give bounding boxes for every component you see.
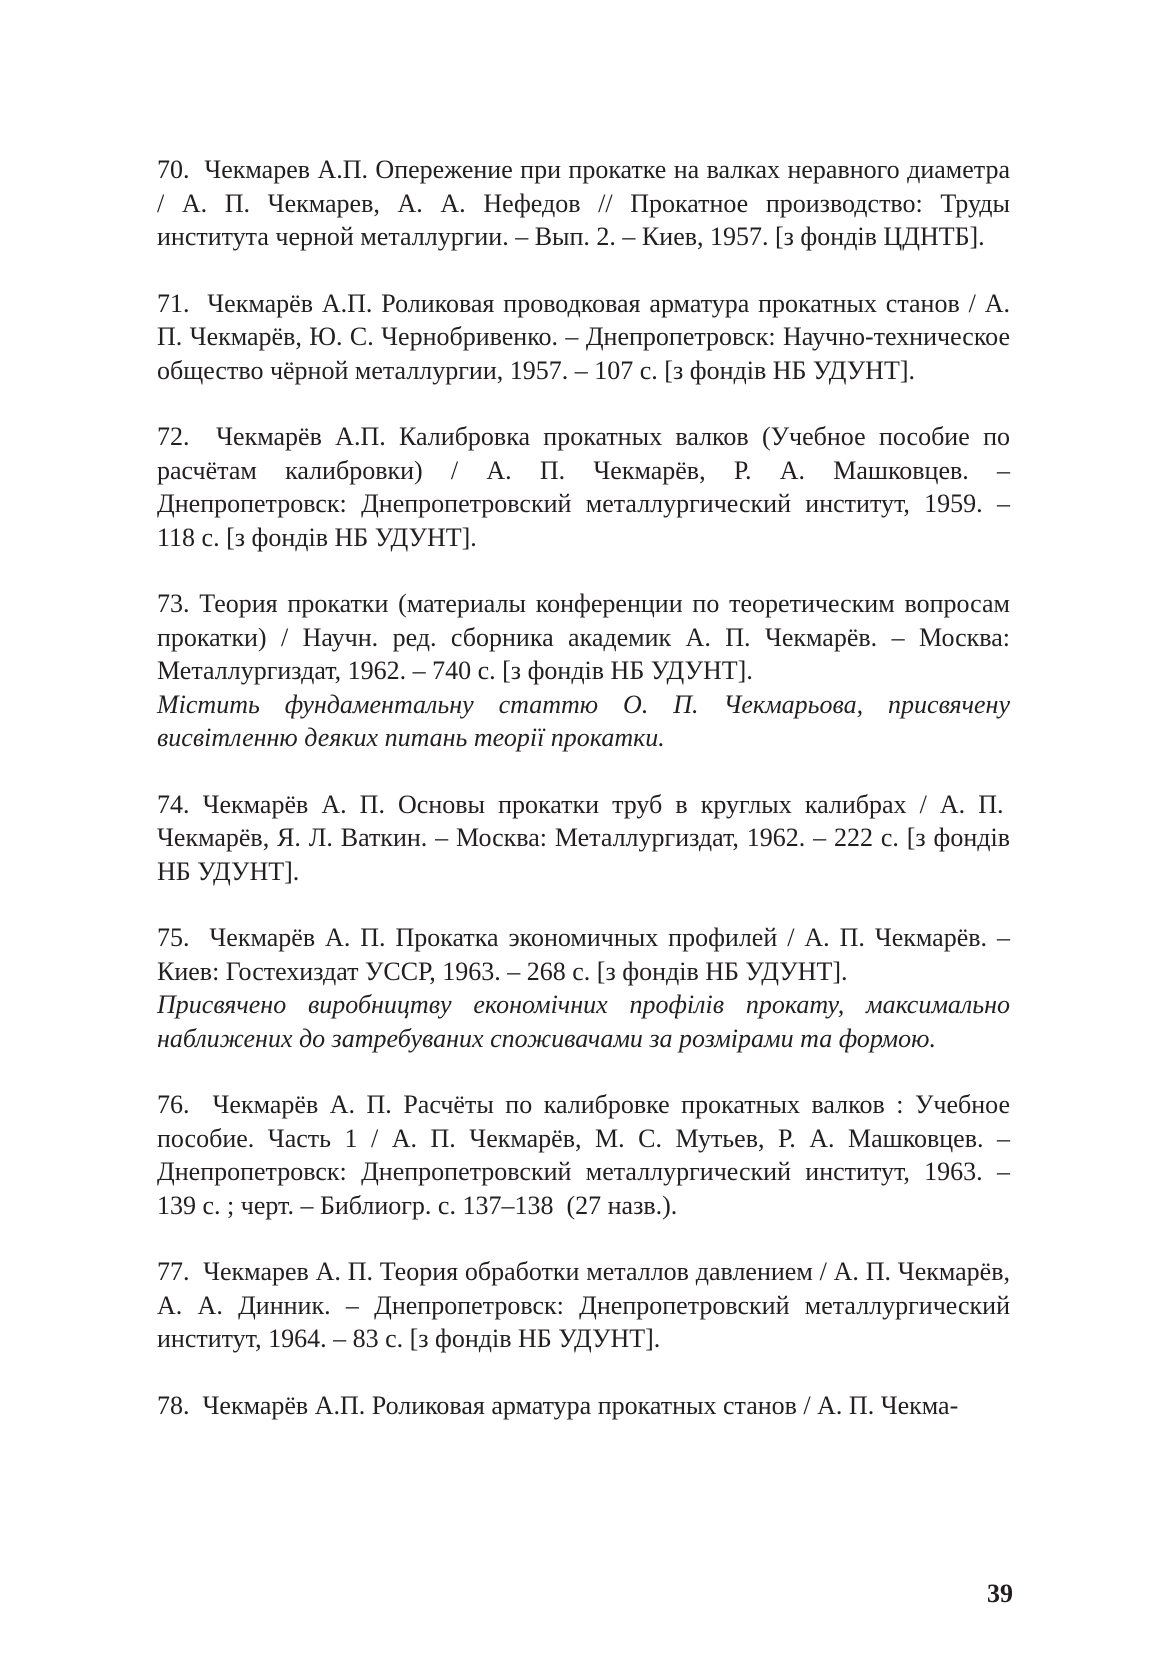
bibliography-entry-75: [157, 921, 1010, 1055]
entry-citation: 75. Чекмарёв А. П. Прокатка экономичных профилей / А. П. Чекмарёв. – Киев: Гостехиздат УССР, 1963. – 268 с. [з фондів НБ УДУНТ].: [157, 923, 1010, 986]
entry-citation: 74. Чекмарёв А. П. Основы прокатки труб в круглых калибрах / А. П. Чекмарёв, Я. Л. Ваткин. – Москва: Металлургиздат, 1962. – 222 с. [з фондів НБ УДУНТ].: [157, 789, 1010, 886]
entry-citation: 72. Чекмарёв А.П. Калибровка прокатных валков (Учебное пособие по расчётам калибровки) / А. П. Чекмарёв, Р. А. Машковцев. – Днепропетровск: Днепропетровский металлургический институт, 1959. – 118 с. [з фондів НБ УДУНТ].: [157, 422, 1010, 552]
bibliography-entry-77: [157, 1255, 1010, 1356]
bibliography-entry-76: [157, 1088, 1010, 1222]
entry-citation: 76. Чекмарёв А. П. Расчёты по калибровке прокатных валков : Учебное пособие. Часть 1 / А. П. Чекмарёв, М. С. Мутьев, Р. А. Машковцев. – Днепропетровск: Днепропетровский металлургический институт, 1963. – 139 с. ; черт. – Библиогр. с. 137–138 (27 назв.).: [157, 1090, 1010, 1220]
bibliography-entry-73: [157, 587, 1010, 755]
entry-citation: 77. Чекмарев А. П. Теория обработки металлов давлением / А. П. Чекмарёв, А. А. Динник. – Днепропетровск: Днепропетровский металлургический институт, 1964. – 83 с. [з фондів НБ УДУНТ].: [157, 1257, 1010, 1353]
entry-citation: 71. Чекмарёв А.П. Роликовая проводковая арматура прокатных станов / А. П. Чекмарёв, Ю. С. Чернобривенко. – Днепропетровск: Научно-техническое общество чёрной металлургии, 1957. – 107 с. [з фондів НБ УДУНТ].: [157, 288, 1010, 385]
page-number: 39: [987, 1579, 1013, 1608]
bibliography-entry-71: [157, 287, 1010, 388]
bibliography-entry-74: [157, 788, 1010, 889]
entry-annotation: Містить фундаментальну статтю О. П. Чекмарьова, присвячену висвітленню деяких питань теорії прокатки.: [157, 689, 1010, 752]
bibliography-entry-78: [157, 1389, 1010, 1423]
bibliography-entry-72: [157, 420, 1010, 554]
bibliography-entry-70: [157, 153, 1010, 254]
entry-citation: 70. Чекмарев А.П. Опережение при прокатке на валках неравного диаметра / А. П. Чекмарев, А. А. Нефедов // Прокатное производство: Труды института черной металлургии. – Вып. 2. – Киев, 1957. [з фондів ЦДНТБ].: [157, 155, 1010, 251]
entry-annotation: Присвячено виробництву економічних профілів прокату, максимально наближених до затребуваних споживачами за розмірами та формою.: [157, 990, 1010, 1053]
entry-citation: 78. Чекмарёв А.П. Роликовая арматура прокатных станов / А. П. Чекма-: [157, 1390, 959, 1420]
bibliography-list: [157, 153, 1010, 1422]
entry-citation: 73. Теория прокатки (материалы конференции по теоретическим вопросам прокатки) / Научн. ред. сборника академик А. П. Чекмарёв. – Москва: Металлургиздат, 1962. – 740 с. [з фондів НБ УДУНТ].: [157, 589, 1010, 685]
